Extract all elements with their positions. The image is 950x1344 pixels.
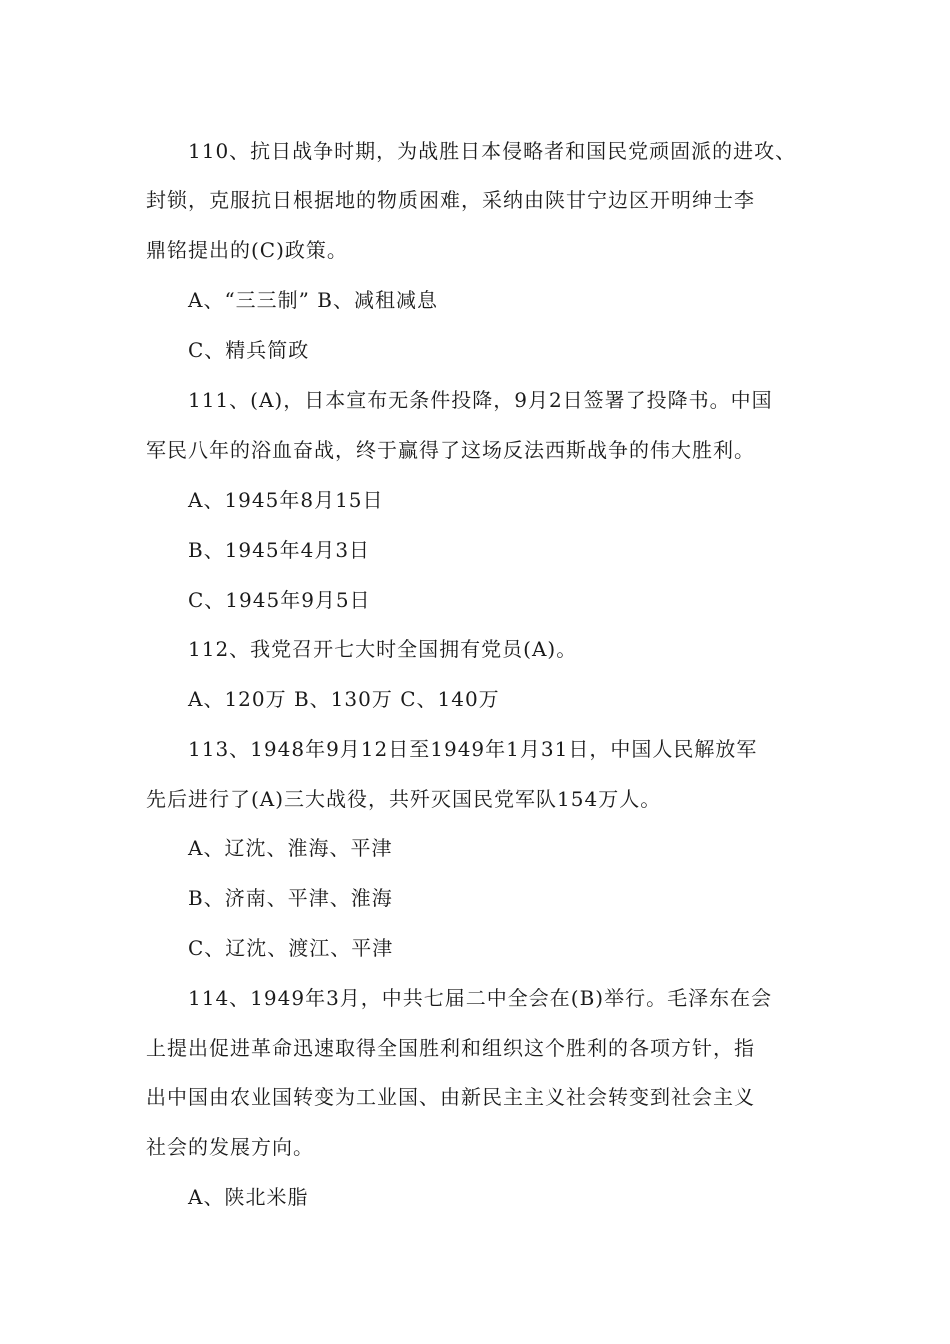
question-114-line-4: 社会的发展方向。 (146, 1135, 314, 1159)
question-111-line-2: 军民八年的浴血奋战，终于赢得了这场反法西斯战争的伟大胜利。 (146, 438, 755, 462)
question-111-line-1: 111、(A)，日本宣布无条件投降，9月2日签署了投降书。中国 (188, 388, 773, 412)
question-110-line-1: 110、抗日战争时期，为战胜日本侵略者和国民党顽固派的进攻、 (188, 139, 797, 163)
question-110-line-2: 封锁，克服抗日根据地的物质困难，采纳由陕甘宁边区开明绅士李 (146, 188, 755, 212)
question-110-line-3: 鼎铭提出的(C)政策。 (146, 238, 348, 262)
question-114-option-a: A、陕北米脂 (188, 1185, 309, 1209)
question-113-option-a: A、辽沈、淮海、平津 (188, 836, 393, 860)
question-114-line-2: 上提出促进革命迅速取得全国胜利和组织这个胜利的各项方针，指 (146, 1036, 755, 1060)
question-112-line-1: 112、我党召开七大时全国拥有党员(A)。 (188, 637, 578, 661)
question-111-option-b: B、1945年4月3日 (188, 538, 371, 562)
question-113-line-2: 先后进行了(A)三大战役，共歼灭国民党军队154万人。 (146, 787, 662, 811)
question-114-line-1: 114、1949年3月，中共七届二中全会在(B)举行。毛泽东在会 (188, 986, 773, 1010)
question-110-option-c: C、精兵简政 (188, 338, 310, 362)
question-111-option-a: A、1945年8月15日 (188, 488, 384, 512)
question-113-line-1: 113、1948年9月12日至1949年1月31日，中国人民解放军 (188, 737, 758, 761)
question-113-option-c: C、辽沈、渡江、平津 (188, 936, 394, 960)
question-110-options-ab: A、“三三制” B、减租减息 (188, 288, 438, 312)
question-111-option-c: C、1945年9月5日 (188, 588, 371, 612)
question-114-line-3: 出中国由农业国转变为工业国、由新民主主义社会转变到社会主义 (146, 1085, 755, 1109)
question-112-options: A、120万 B、130万 C、140万 (188, 687, 500, 711)
question-113-option-b: B、济南、平津、淮海 (188, 886, 393, 910)
